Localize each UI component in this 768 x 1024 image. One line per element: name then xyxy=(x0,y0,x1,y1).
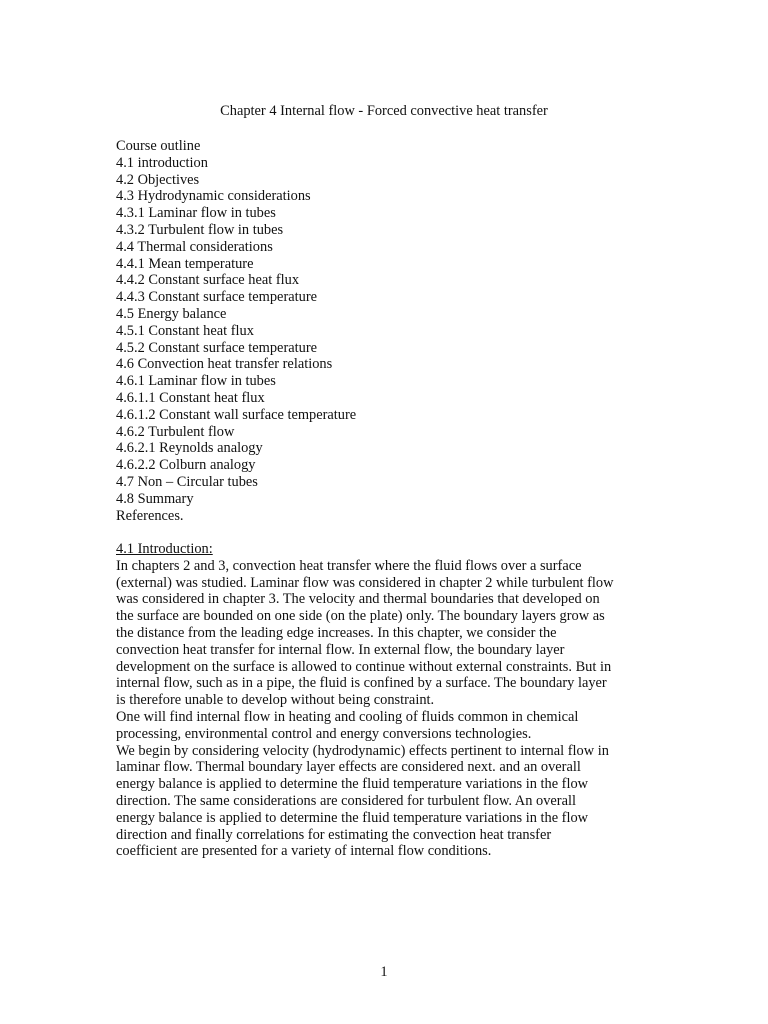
paragraph-line: energy balance is applied to determine the fluid temperature variations in the flow xyxy=(116,809,589,826)
outline-item: 4.3.2 Turbulent flow in tubes xyxy=(116,221,284,238)
paragraph-line: was considered in chapter 3. The velocity and thermal boundaries that developed on xyxy=(116,591,600,608)
outline-item: References. xyxy=(116,507,184,524)
paragraph-line: direction and finally correlations for estimating the convection heat transfer xyxy=(116,826,552,843)
outline-item: 4.6.1.1 Constant heat flux xyxy=(116,389,265,406)
outline-item: 4.7 Non – Circular tubes xyxy=(116,473,258,490)
outline-item: 4.3 Hydrodynamic considerations xyxy=(116,188,311,205)
outline-item: 4.6.1 Laminar flow in tubes xyxy=(116,373,276,390)
outline-item: 4.5.2 Constant surface temperature xyxy=(116,339,317,356)
paragraph-line: processing, environmental control and energy conversions technologies. xyxy=(116,725,532,742)
outline-heading: Course outline xyxy=(116,138,201,154)
paragraph-line: the surface are bounded on one side (on the plate) only. The boundary layers grow as xyxy=(116,608,605,625)
outline-item: 4.6.1.2 Constant wall surface temperature xyxy=(116,406,357,423)
outline-item: 4.6.2.2 Colburn analogy xyxy=(116,457,256,474)
paragraph-line: coefficient are presented for a variety of internal flow conditions. xyxy=(116,843,492,860)
outline-item: 4.2 Objectives xyxy=(116,171,200,188)
outline-item: 4.4.3 Constant surface temperature xyxy=(116,289,317,306)
paragraph-line: development on the surface is allowed to continue without external constraints. But in xyxy=(116,658,612,675)
paragraph-line: direction. The same considerations are considered for turbulent flow. An overall xyxy=(116,792,576,809)
outline-item: 4.4.2 Constant surface heat flux xyxy=(116,272,300,289)
paragraph-line: In chapters 2 and 3, convection heat transfer where the fluid flows over a surface xyxy=(116,557,582,574)
paragraph-line: One will find internal flow in heating and cooling of fluids common in chemical xyxy=(116,708,579,725)
outline-item: 4.6.2 Turbulent flow xyxy=(116,423,235,440)
paragraph-line: internal flow, such as in a pipe, the fluid is confined by a surface. The boundary layer xyxy=(116,675,607,692)
outline-item: 4.3.1 Laminar flow in tubes xyxy=(116,205,276,222)
paragraph-line: We begin by considering velocity (hydrodynamic) effects pertinent to internal flow in xyxy=(116,742,609,759)
outline-item: 4.5.1 Constant heat flux xyxy=(116,322,254,339)
course-outline xyxy=(116,138,656,524)
outline-item: 4.6.2.1 Reynolds analogy xyxy=(116,440,263,457)
outline-item: 4.4.1 Mean temperature xyxy=(116,255,254,272)
outline-item: 4.4 Thermal considerations xyxy=(116,238,273,255)
paragraph-line: energy balance is applied to determine the fluid temperature variations in the flow xyxy=(116,776,589,793)
outline-item: 4.8 Summary xyxy=(116,490,194,507)
paragraph-line: is therefore unable to develop without being constraint. xyxy=(116,692,435,709)
introduction-heading: 4.1 Introduction: xyxy=(116,541,213,557)
outline-item: 4.1 introduction xyxy=(116,154,208,171)
page-number: 1 xyxy=(380,964,388,980)
chapter-title: Chapter 4 Internal flow - Forced convective heat transfer xyxy=(220,103,548,119)
paragraph-line: the distance from the leading edge increases. In this chapter, we consider the xyxy=(116,624,557,641)
outline-item: 4.6 Convection heat transfer relations xyxy=(116,356,333,373)
outline-item: 4.5 Energy balance xyxy=(116,305,227,322)
introduction-section xyxy=(116,541,656,860)
paragraph-line: laminar flow. Thermal boundary layer effects are considered next. and an overall xyxy=(116,759,581,776)
paragraph-line: convection heat transfer for internal flow. In external flow, the boundary layer xyxy=(116,641,565,658)
paragraph-line: (external) was studied. Laminar flow was considered in chapter 2 while turbulent flow xyxy=(116,574,614,591)
